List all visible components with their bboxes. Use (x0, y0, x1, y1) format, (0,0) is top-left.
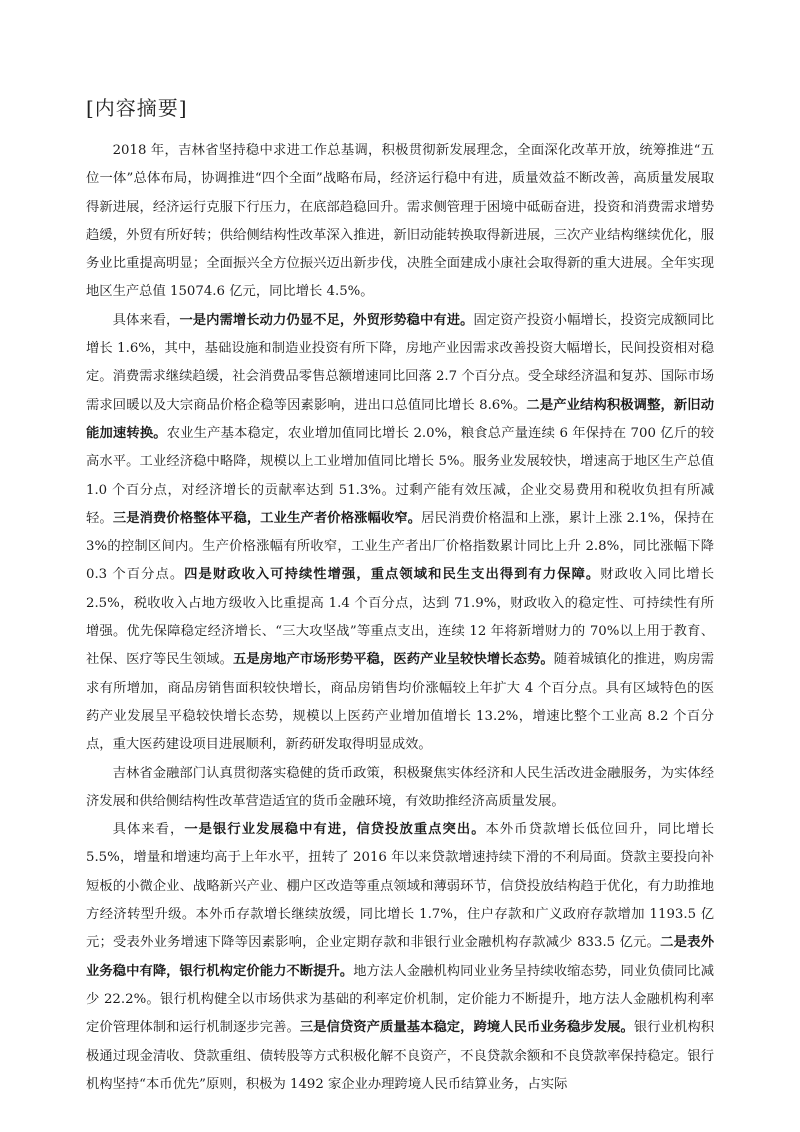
summary-body (86, 137, 714, 1099)
section-title: [内容摘要] (86, 96, 188, 120)
key-point-heading: 五是房地产市场形势平稳，医药产业呈较快增长态势。 (233, 652, 554, 668)
text-segment: 固定资产投资小幅增长，投资完成额同比增长 1.6%，其中，基础设施和制造业投资有所下降，房地产业因需求改善投资大幅增长，民间投资相对稳定。消费需求继续趋缓，社会消费品零售总额增速同比回落 2.7 个百分点。受全球经济温和复苏、国际市场需求回暖以及大宗商品价格企稳等因素影响，进出口总值同比增长 8.6%。 (86, 312, 715, 413)
text-segment: 具体来看， (112, 312, 180, 328)
text-segment: 吉林省金融部门认真贯彻落实稳健的货币政策，积极聚焦实体经济和人民生活改进金融服务，为实体经济发展和供给侧结构性改革营造适宜的货币金融环境，有效助推经济高质量发展。 (86, 765, 714, 809)
text-segment: 农业生产基本稳定，农业增加值同比增长 2.0%，粮食总产量连续 6 年保持在 700 亿斤的较高水平。工业经济稳中略降，规模以上工业增加值同比增长 5%。服务业发展较快，增速高于地区生产总值 1.0 个百分点，对经济增长的贡献率达到 51.3%。过剩产能有效压减，企业交易费用和税收负担有所减轻。 (86, 425, 714, 526)
key-point-heading: 二是产业结构积极调整，新旧动能加速转换。 (86, 397, 714, 441)
text-segment: 居民消费价格温和上涨，累计上涨 2.1%，保持在 3%的控制区间内。生产价格涨幅有所收窄，工业生产者出厂价格指数累计同比上升 2.8%，同比涨幅下降 0.3 个百分点。 (86, 510, 714, 583)
key-point-heading: 三是消费价格整体平稳，工业生产者价格涨幅收窄。 (112, 510, 422, 526)
text-segment: 本外币贷款增长低位回升，同比增长 5.5%，增量和增速均高于上年水平，扭转了 2016 年以来贷款增速持续下滑的不利局面。贷款主要投向补短板的小微企业、战略新兴产业、棚户区改造等重点领域和薄弱环节，信贷投放结构趋于优化，有力助推地方经济转型升级。本外币存款增长继续放缓，同比增长 1.7%，住户存款和广义政府存款增加 1193.5 亿元；受表外业务增速下降等因素影响，企业定期存款和非银行业金融机构存款减少 833.5 亿元。 (86, 822, 715, 951)
text-segment: 2018 年，吉林省坚持稳中求进工作总基调，积极贯彻新发展理念，全面深化改革开放，统筹推进“五位一体”总体布局，协调推进“四个全面”战略布局，经济运行稳中有进，质量效益不断改善，高质量发展取得新进展，经济运行克服下行压力，在底部趋稳回升。需求侧管理于困境中砥砺奋进，投资和消费需求增势趋缓，外贸有所好转；供给侧结构性改革深入推进，新旧动能转换取得新进展，三次产业结构继续优化，服务业比重提高明显；全面振兴全方位振兴迈出新步伐，决胜全面建成小康社会取得新的重大进展。全年实现地区生产总值 15074.6 亿元，同比增长 4.5%。 (86, 143, 714, 300)
key-point-heading: 三是信贷资产质量基本稳定，跨境人民币业务稳步发展。 (299, 1020, 634, 1036)
paragraph-finance-details (86, 816, 714, 1099)
key-point-heading: 四是财政收入可持续性增强，重点领域和民生支出得到有力保障。 (184, 567, 601, 583)
paragraph-finance-overview (86, 760, 714, 817)
paragraph-economy-details (86, 307, 714, 760)
text-segment: 地方法人金融机构同业业务呈持续收缩态势，同业负债同比减少 22.2%。银行机构健全以市场供求为基础的利率定价机制，定价能力不断提升，地方法人金融机构利率定价管理体制和运行机制逐步完善。 (86, 963, 715, 1036)
key-point-heading: 二是表外业务稳中有降，银行机构定价能力不断提升。 (86, 935, 714, 979)
text-segment: 财政收入同比增长 2.5%，税收收入占地方级收入比重提高 1.4 个百分点，达到 71.9%，财政收入的稳定性、可持续性有所增强。优先保障稳定经济增长、“三大攻坚战”等重点支出，连续 12 年将新增财力的 70%以上用于教育、社保、医疗等民生领域。 (86, 567, 715, 668)
text-segment: 具体来看， (112, 822, 185, 838)
paragraph-overview (86, 137, 714, 307)
text-segment: 随着城镇化的推进，购房需求有所增加，商品房销售面积较快增长，商品房销售均价涨幅较上年扩大 4 个百分点。具有区域特色的医药产业发展呈平稳较快增长态势，规模以上医药产业增加值增长 13.2%，增速比整个工业高 8.2 个百分点，重大医药建设项目进展顺利，新药研发取得明显成效。 (86, 652, 715, 753)
key-point-heading: 一是银行业发展稳中有进，信贷投放重点突出。 (184, 822, 486, 838)
key-point-heading: 一是内需增长动力仍显不足，外贸形势稳中有进。 (179, 312, 474, 328)
text-segment: 银行业机构积极通过现金清收、贷款重组、债转股等方式积极化解不良资产，不良贷款余额和不良贷款率保持稳定。银行机构坚持“本币优先”原则，积极为 1492 家企业办理跨境人民币结算业务，占实际 (86, 1020, 715, 1092)
